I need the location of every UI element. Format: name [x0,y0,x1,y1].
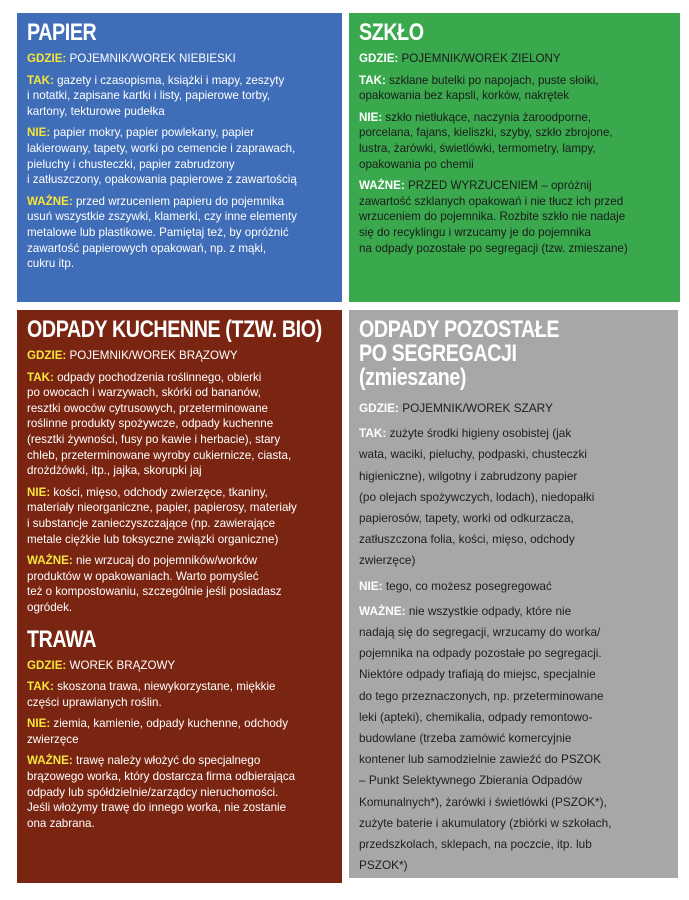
gdzie-section [359,398,668,419]
gdzie-text: POJEMNIK/WOREK ZIELONY [401,52,561,65]
tak-section [27,73,332,120]
nie-label: NIE: [27,485,51,499]
tak-text: skoszona trawa, niewykorzystane, miękkie części uprawianych roślin. [27,680,276,709]
wazne-text: trawę należy włożyć do specjalnego brązowego worka, który dostarcza firma odbierająca odpady lub spółdzielnie/zarządcy nieruchomości. Jeśli włożymy trawę do innego worka, nie zostanie ona zabrana. [27,754,296,830]
nie-section [27,485,332,547]
tak-label: TAK: [27,680,54,694]
nie-text: tego, co możesz posegregować [385,578,552,593]
wazne-text: nie wrzucaj do pojemników/worków produktów w opakowaniach. Warto pomyśleć też o kompostowaniu, szczególnie jeśli posiadasz ogródek. [27,554,282,614]
tak-label: TAK: [359,426,387,441]
trawa-wazne-section [27,753,332,831]
zmieszane-panel [349,310,678,878]
wazne-text: przed wrzuceniem papieru do pojemnika usuń wszystkie zszywki, klamerki, czy inne elementy metalowe lub plastikowe. Pamiętaj też, by opróżnić zawartość papierowych opakowań, np. z mąki, cukru itp. [27,194,297,271]
trawa-tak-section [27,679,332,710]
tak-label: TAK: [27,73,54,87]
tak-text: zużyte środki higieny osobistej (jak wata, waciki, pieluchy, podpaski, chusteczki higieniczne), wilgotny i zabrudzony papier (po olejach spożywczych, lodach), niedopałki papierosów, tapety, worki od odkurzacza, zatłuszczona folia, kości, mięso, odchody zwierzęce) [359,426,595,568]
tak-label: TAK: [27,370,54,384]
nie-text: ziemia, kamienie, odpady kuchenne, odchody zwierzęce [27,717,289,746]
trawa-title: TRAWA [27,625,97,653]
gdzie-label: GDZIE: [359,401,399,415]
gdzie-text: WOREK BRĄZOWY [69,658,176,672]
nie-label: NIE: [359,578,383,593]
wazne-label: WAŻNE: [27,754,73,768]
nie-label: NIE: [359,110,383,124]
gdzie-label: GDZIE: [359,52,399,65]
bio-panel [17,310,342,883]
tak-label: TAK: [359,73,386,87]
nie-text: szkło nietłukące, naczynia żaroodporne, porcelana, fajans, kieliszki, szyby, szkło zbrojone, lustra, żarówki, świetlówki, termometry, lampy, opakowania po chemii [359,110,613,171]
wazne-section [359,601,668,877]
gdzie-text: POJEMNIK/WOREK SZARY [402,401,553,415]
tak-section [27,370,332,479]
gdzie-text: POJEMNIK/WOREK NIEBIESKI [69,52,236,65]
wazne-section [27,194,332,272]
gdzie-section [27,348,332,364]
wazne-text: PRZED WYRZUCENIEM – opróżnij zawartość szklanych opakowań i nie tłucz ich przed wrzuceniem do pojemnika. Rozbite szkło nie nadaje się do recyklingu i wrzucamy je do pojemnika na odpady pozostałe po segregacji (tzw. zmieszane) [359,179,628,255]
tak-text: gazety i czasopisma, książki i mapy, zeszyty i notatki, zapisane kartki i listy, papierowe torby, kartony, tekturowe pudełka [27,73,285,118]
trawa-gdzie-section [27,658,332,674]
nie-label: NIE: [27,717,51,731]
wazne-section [359,178,670,256]
panel-title: PAPIER [27,19,97,46]
papier-panel [17,13,342,302]
wazne-label: WAŻNE: [27,194,73,208]
trawa-nie-section [27,716,332,747]
gdzie-text: POJEMNIK/WOREK BRĄZOWY [69,349,238,362]
wazne-text: nie wszystkie odpady, które nie nadają się do segregacji, wrzucamy do worka/ pojemnika na odpady pozostałe po segregacji. Niektóre odpady trafiają do miejsc, specjalnie do tego przeznaczonych, np. przeterminowane leki (apteki), chemikalia, odpady remontowo- budowlane (trzeba zamówić komercyjnie kontener lub samodzielnie zawieźć do PSZOK – Punkt Selektywnego Zbierania Odpadów Komunalnych*), żarówki i świetlówki (PSZOK*), zużyte baterie i akumulatory (zbiórki w szkołach, przedszkolach, sklepach, na poczcie, itp. lub PSZOK*) [359,603,612,873]
gdzie-section [27,51,332,67]
tak-section [359,423,668,571]
gdzie-section [359,51,670,67]
wazne-label: WAŻNE: [359,179,405,193]
tak-text: szklane butelki po napojach, puste słoiki, opakowania bez kapsli, korków, nakrętek [359,73,599,103]
tak-text: odpady pochodzenia roślinnego, obierki po owocach i warzywach, skórki od bananów, resztki owoców cytrusowych, przeterminowane roślinne produkty spożywcze, odpady kuchenne (resztki żywności, fusy po kawie i herbacie), stary chleb, przeterminowane wyroby cukiernicze, ciasta, drożdżówki, itp., jajka, skorupki jaj [27,370,292,478]
panel-title: ODPADY POZOSTAŁE PO SEGREGACJI (zmieszane) [359,316,560,391]
panel-title: SZKŁO [359,19,424,46]
szklo-panel [349,13,680,302]
nie-text: kości, mięso, odchody zwierzęce, tkaniny, materiały nieorganiczne, papier, papierosy, materiały i substancje zanieczyszczające (np. zawierające metale ciężkie lub toksyczne związki organiczne) [27,485,297,546]
nie-section [359,110,670,172]
tak-section [359,73,670,104]
wazne-label: WAŻNE: [359,603,406,618]
gdzie-label: GDZIE: [27,349,67,362]
gdzie-label: GDZIE: [27,52,67,65]
wazne-section [27,553,332,615]
gdzie-label: GDZIE: [27,658,67,672]
nie-section [359,576,668,597]
panel-title: ODPADY KUCHENNE (TZW. BIO) [27,316,322,343]
nie-label: NIE: [27,126,51,140]
wazne-label: WAŻNE: [27,554,73,568]
nie-section [27,125,332,187]
nie-text: papier mokry, papier powlekany, papier lakierowany, tapety, worki po cemencie i zaprawach, pieluchy i chusteczki, papier zabrudzony i zatłuszczony, opakowania papierowe z zawartością [27,126,297,187]
